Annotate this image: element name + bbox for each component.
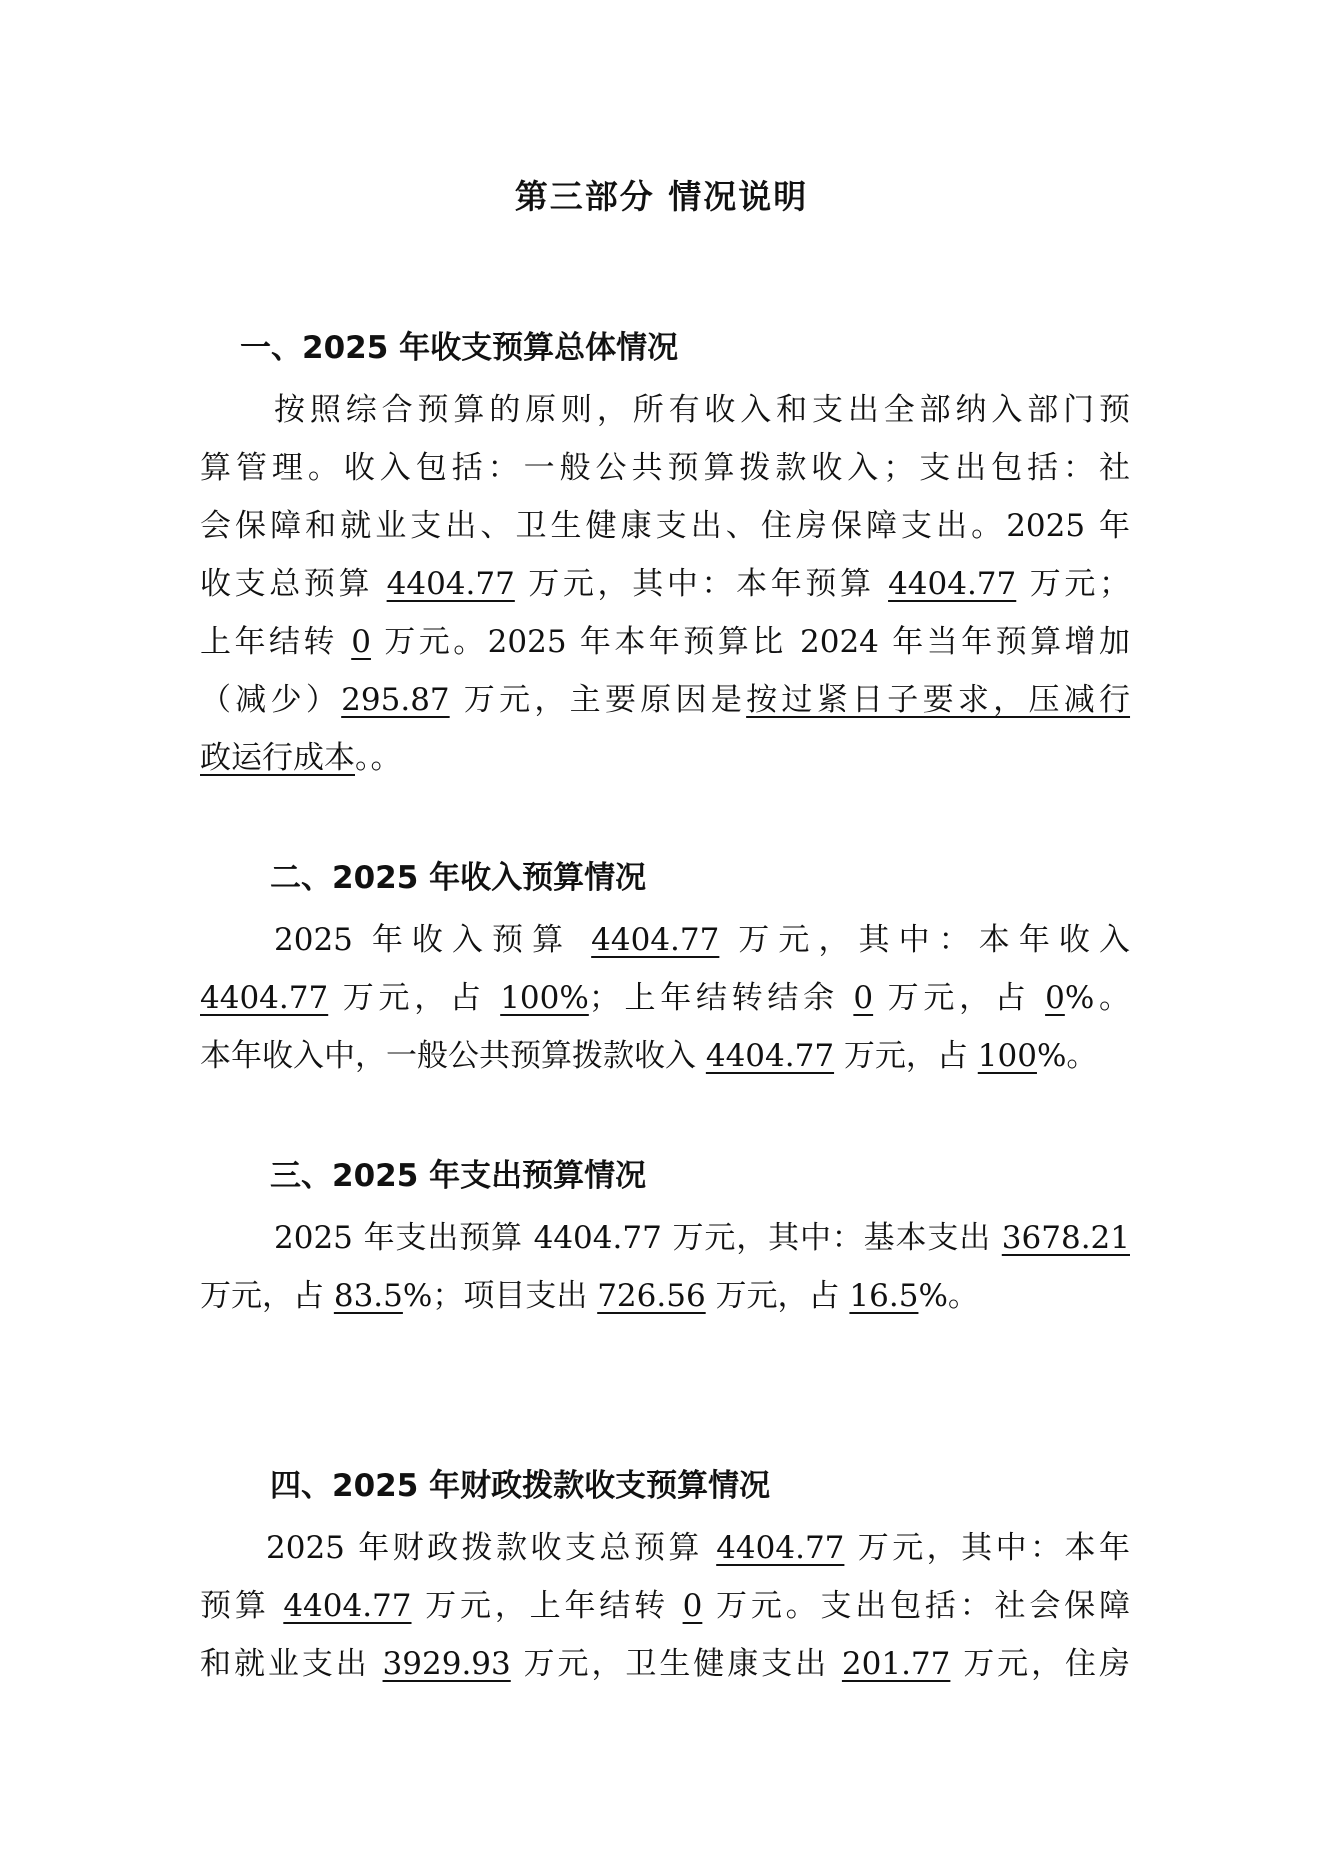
text-run: %。 <box>1036 1038 1098 1074</box>
public-budget-income-value: 4404.77 <box>705 1038 835 1074</box>
fiscal-total-budget-value: 4404.77 <box>716 1530 845 1566</box>
text-run: 上年结转 <box>200 624 352 660</box>
current-income-percent: 100% <box>500 980 589 1016</box>
health-expenditure-value: 201.77 <box>841 1646 951 1682</box>
text-run: 万元，卫生健康支出 <box>510 1646 842 1682</box>
text-run: 2025 年财政拨款收支总预算 <box>266 1530 717 1566</box>
section-2-line-3 <box>200 1031 1150 1091</box>
text-run: 万元，其中：本年预算 <box>514 566 889 602</box>
public-budget-income-percent: 100 <box>977 1038 1037 1074</box>
text-run: 万元； <box>1016 566 1130 602</box>
text-run: 万元，其中：本年 <box>844 1530 1130 1566</box>
text-run: 预算 <box>200 1588 284 1624</box>
text-run: 万元，上年结转 <box>411 1588 683 1624</box>
change-value: 295.87 <box>341 682 450 718</box>
text-run: 万元，主要原因是 <box>449 682 747 718</box>
basic-expenditure-value: 3678.21 <box>1001 1220 1130 1256</box>
section-1-line-7 <box>200 733 1130 793</box>
text-run: 万元。支出包括：社会保障 <box>702 1588 1130 1624</box>
text-run: （减少） <box>200 682 342 718</box>
project-expenditure-percent: 16.5 <box>849 1278 919 1314</box>
text-run: 和就业支出 <box>200 1646 383 1682</box>
section-1-line-5 <box>200 617 1130 677</box>
current-year-budget-value: 4404.77 <box>888 566 1017 602</box>
section-4-heading: 四、2025 年财政拨款收支预算情况 <box>270 1468 771 1504</box>
section-1-line-6 <box>200 675 1130 735</box>
page-title: 第三部分 情况说明 <box>514 177 809 216</box>
section-2-line-1 <box>274 915 1130 975</box>
text-run: %。 <box>918 1278 979 1314</box>
text-run: 收支总预算 <box>200 566 387 602</box>
project-expenditure-value: 726.56 <box>597 1278 706 1314</box>
section-4-line-2 <box>200 1581 1130 1641</box>
total-budget-value: 4404.77 <box>386 566 515 602</box>
section-1-line-1 <box>274 385 1130 445</box>
carryover-value: 0 <box>351 624 371 660</box>
current-income-value: 4404.77 <box>200 980 329 1016</box>
section-2-heading: 二、2025 年收入预算情况 <box>270 860 647 896</box>
text-run: 万元，占 <box>834 1038 978 1074</box>
text-run: %；项目支出 <box>402 1278 598 1314</box>
text-run: 万元，住房 <box>950 1646 1130 1682</box>
section-1-line-3 <box>200 501 1130 561</box>
section-2-line-2 <box>200 973 1130 1033</box>
basic-expenditure-percent: 83.5 <box>333 1278 403 1314</box>
text-run: 万元，占 <box>873 980 1046 1016</box>
text-run: 万元，占 <box>705 1278 850 1314</box>
text-run: 。。 <box>355 740 402 776</box>
section-4-line-1 <box>266 1523 1130 1583</box>
social-security-expenditure-value: 3929.93 <box>382 1646 511 1682</box>
text-run: 2025 年收入预算 <box>274 922 592 958</box>
section-3-line-2 <box>200 1271 1130 1331</box>
fiscal-current-budget-value: 4404.77 <box>283 1588 412 1624</box>
text-run: 会保障和就业支出、卫生健康支出、住房保障支出。2025 年 <box>200 508 1130 544</box>
text-run: ；上年结转结余 <box>588 980 854 1016</box>
reason-text-cont: 政运行成本 <box>200 740 355 776</box>
reason-text: 按过紧日子要求，压减行 <box>746 682 1131 718</box>
section-1-line-2 <box>200 443 1130 503</box>
carryover-percent: 0 <box>1045 980 1065 1016</box>
section-4-line-3 <box>200 1639 1130 1699</box>
carryover-value: 0 <box>853 980 874 1016</box>
text-run: 万元，占 <box>200 1278 334 1314</box>
income-budget-value: 4404.77 <box>591 922 720 958</box>
text-run: 万元。2025 年本年预算比 2024 年当年预算增加 <box>370 624 1131 660</box>
text-run: 万元，其中：本年收入 <box>719 922 1130 958</box>
text-run: 算管理。收入包括：一般公共预算拨款收入；支出包括：社 <box>200 450 1130 486</box>
text-run: 2025 年支出预算 4404.77 万元，其中：基本支出 <box>274 1220 1002 1256</box>
section-1-heading: 一、2025 年收支预算总体情况 <box>240 330 679 366</box>
text-run: 本年收入中，一般公共预算拨款收入 <box>200 1038 706 1074</box>
text-run: 万元，占 <box>328 980 501 1016</box>
section-3-line-1 <box>274 1213 1130 1273</box>
section-1-line-4 <box>200 559 1130 619</box>
section-3-heading: 三、2025 年支出预算情况 <box>270 1158 647 1194</box>
fiscal-carryover-value: 0 <box>682 1588 703 1624</box>
text-run: %。 <box>1064 980 1130 1016</box>
text-run: 按照综合预算的原则，所有收入和支出全部纳入部门预 <box>274 392 1130 428</box>
